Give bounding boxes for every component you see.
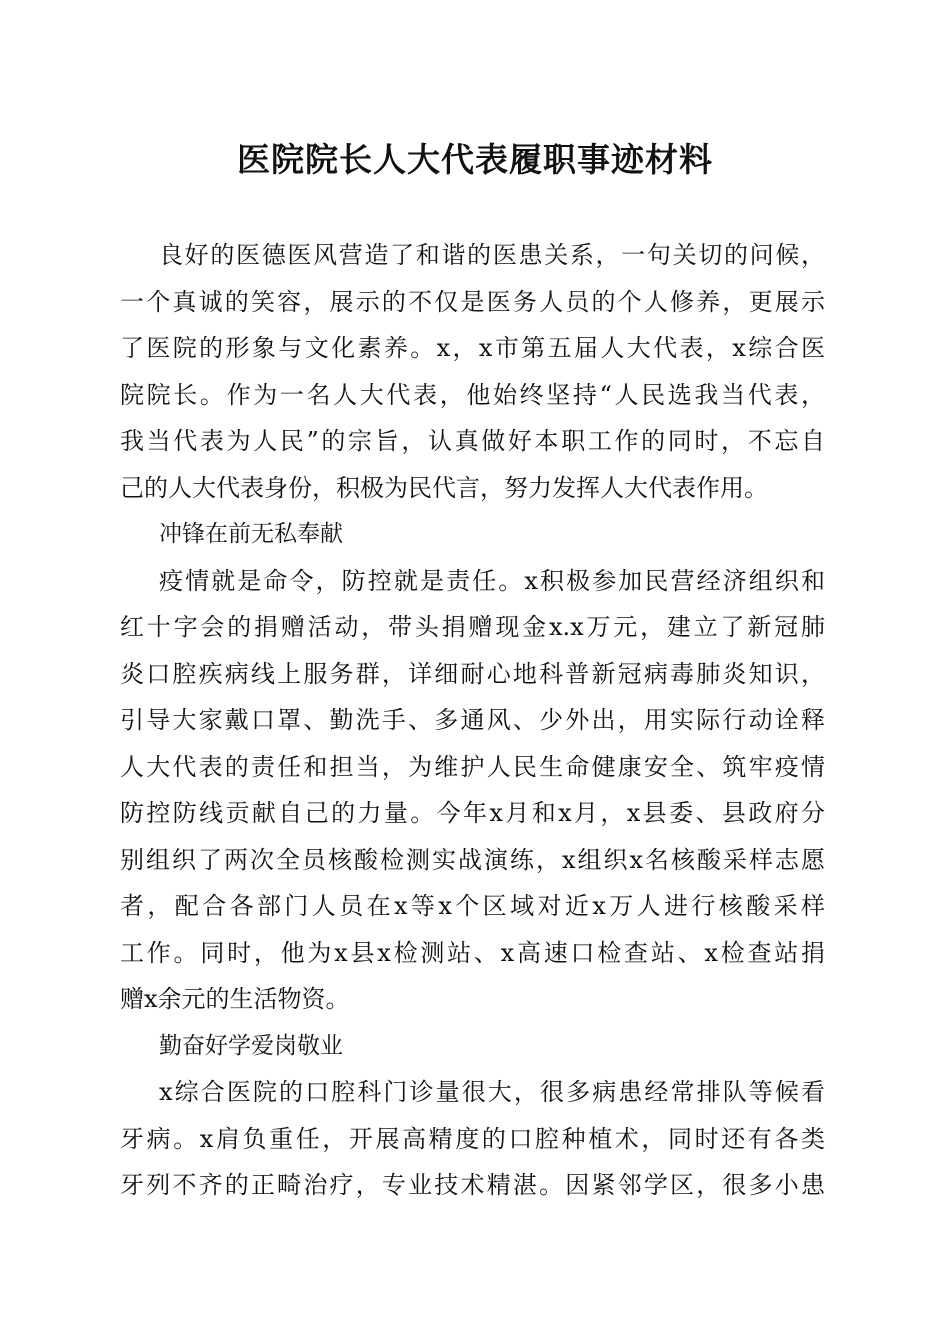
paragraph-line: 人大代表的责任和担当，为维护人民生命健康安全、筑牢疫情: [120, 752, 825, 781]
paragraph-line: 赠x余元的生活物资。: [120, 985, 350, 1013]
paragraph-line: 别组织了两次全员核酸检测实战演练，x组织x名核酸采样志愿: [120, 845, 825, 874]
paragraph-line: 良好的医德医风营造了和谐的医患关系，一句关切的问候，: [159, 241, 825, 269]
paragraph-line: 院院长。作为一名人大代表，他始终坚持“人民选我当代表，: [120, 380, 825, 409]
paragraph-line: 己的人大代表身份，积极为民代言，努力发挥人大代表作用。: [120, 473, 768, 502]
paragraph-line: 引导大家戴口罩、勤洗手、多通风、少外出，用实际行动诠释: [120, 706, 825, 734]
paragraph-line: 了医院的形象与文化素养。x，x市第五届人大代表，x综合医: [120, 334, 825, 362]
paragraph-line: 我当代表为人民”的宗旨，认真做好本职工作的同时，不忘自: [120, 427, 825, 455]
paragraph-line: x综合医院的口腔科门诊量很大，很多病患经常排队等候看: [159, 1078, 825, 1106]
paragraph-line: 炎口腔疾病线上服务群，详细耐心地科普新冠病毒肺炎知识，: [120, 659, 825, 688]
paragraph-line: 工作。同时，他为x县x检测站、x高速口检查站、x检查站捐: [120, 938, 825, 967]
paragraph-line: 红十字会的捐赠活动，带头捐赠现金x.x万元，建立了新冠肺: [120, 613, 825, 641]
paragraph-line: 者，配合各部门人员在x等x个区域对近x万人进行核酸采样: [120, 892, 825, 920]
paragraph-line: 疫情就是命令，防控就是责任。x积极参加民营经济组织和: [159, 566, 825, 595]
section-heading: 勤奋好学爱岗敬业: [159, 1032, 343, 1059]
paragraph-line: 牙列不齐的正畸治疗，专业技术精湛。因紧邻学区，很多小患: [120, 1171, 825, 1199]
document-body: [120, 232, 825, 1209]
paragraph-line: 牙病。x肩负重任，开展高精度的口腔种植术，同时还有各类: [120, 1124, 825, 1153]
section-heading: 冲锋在前无私奉献: [159, 521, 343, 547]
paragraph-line: 一个真诚的笑容，展示的不仅是医务人员的个人修养，更展示: [120, 287, 825, 316]
paragraph-line: 防控防线贡献自己的力量。今年x月和x月，x县委、县政府分: [120, 799, 825, 827]
document-title: 医院院长人大代表履职事迹材料: [237, 140, 713, 179]
